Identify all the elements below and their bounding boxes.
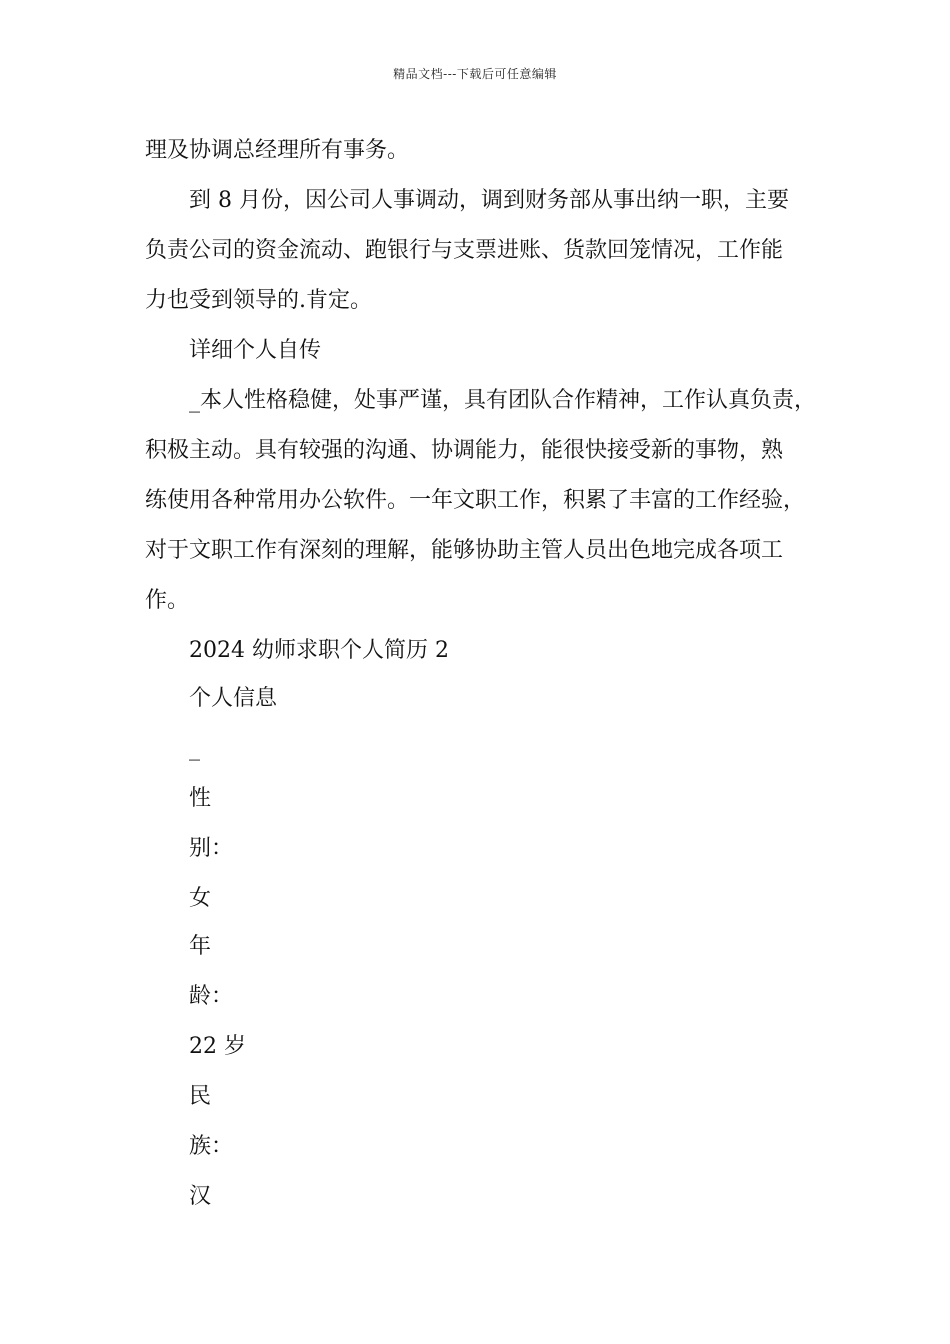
paragraph-line: _本人性格稳健，处事严谨，具有团队合作精神，工作认真负责， <box>189 388 817 413</box>
info-line: 族： <box>189 1134 234 1159</box>
section-heading: 个人信息 <box>189 686 278 711</box>
info-line: 年 <box>189 934 212 959</box>
paragraph-line: 作。 <box>145 588 190 613</box>
paragraph-line: 积极主动。具有较强的沟通、协调能力，能很快接受新的事物，熟 <box>145 438 784 463</box>
info-line: 民 <box>189 1084 212 1109</box>
paragraph-line: 理及协调总经理所有事务。 <box>145 138 410 163</box>
paragraph-line: 负责公司的资金流动、跑银行与支票进账、货款回笼情况，工作能 <box>145 238 784 263</box>
page-header: 精品文档---下载后可任意编辑 <box>393 67 557 81</box>
section-heading: 详细个人自传 <box>189 338 322 363</box>
info-line: 汉 <box>189 1184 212 1209</box>
paragraph-line: 力也受到领导的.肯定。 <box>145 288 372 313</box>
info-line: 女 <box>189 886 212 911</box>
info-line: 性 <box>189 786 212 811</box>
paragraph-line: 对于文职工作有深刻的理解，能够协助主管人员出色地完成各项工 <box>145 538 784 563</box>
info-line: 别： <box>189 836 234 861</box>
info-line: 22 岁 <box>189 1034 246 1059</box>
info-line: 龄： <box>189 984 234 1009</box>
resume-title: 2024 幼师求职个人简历 2 <box>189 638 449 663</box>
paragraph-line: 练使用各种常用办公软件。一年文职工作，积累了丰富的工作经验， <box>145 488 806 513</box>
paragraph-line: 到 8 月份，因公司人事调动，调到财务部从事出纳一职，主要 <box>189 188 789 213</box>
info-line: _ <box>189 736 200 761</box>
